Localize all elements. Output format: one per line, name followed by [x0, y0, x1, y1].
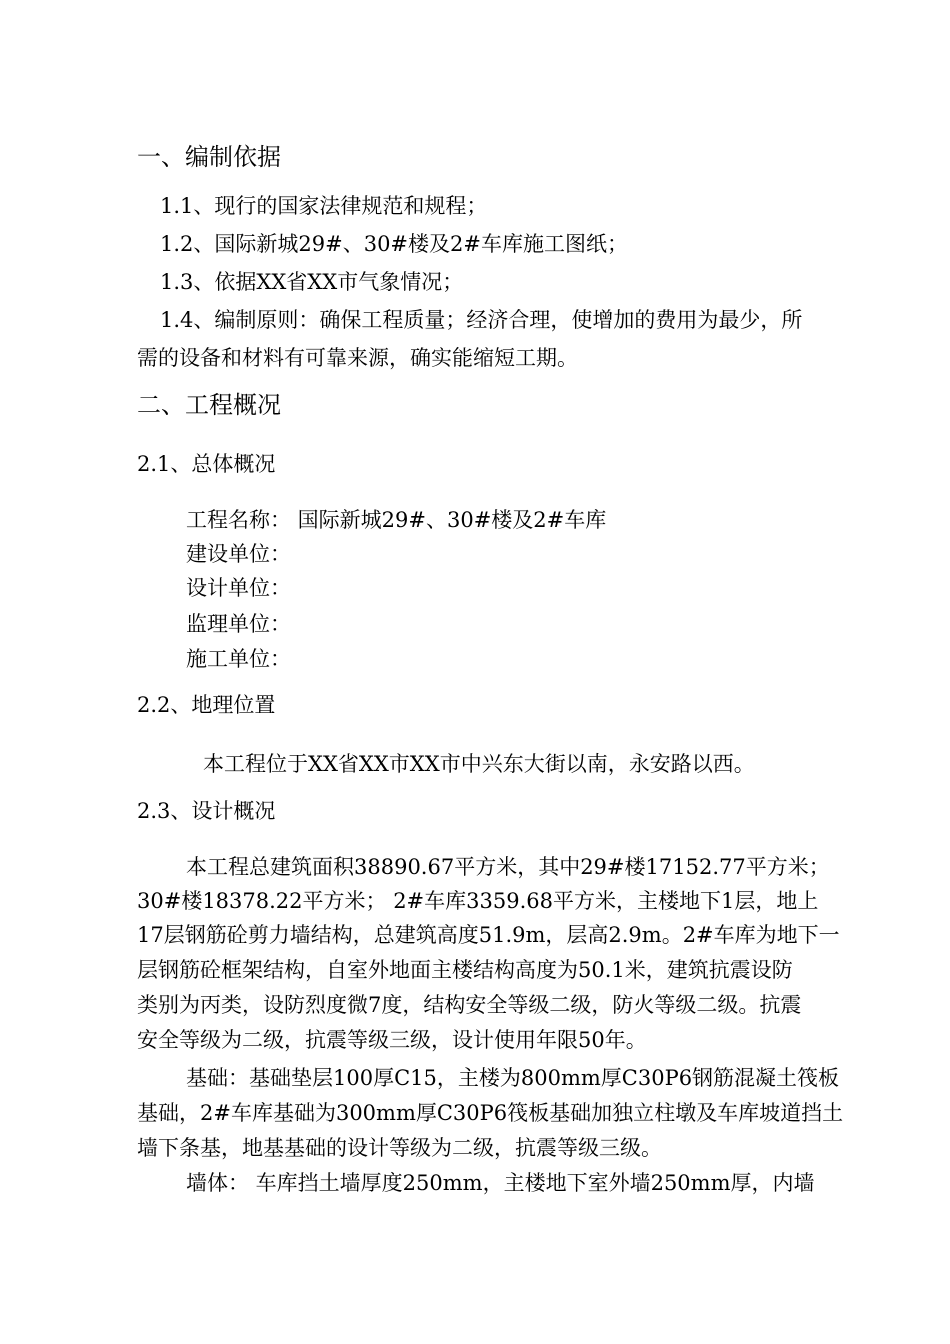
para1-line: 安全等级为二级，抗震等级三级，设计使用年限50年。	[137, 1028, 647, 1052]
field-designer: 设计单位：	[186, 576, 291, 600]
item-1-3: 1.3、依据XX省XX市气象情况；	[160, 270, 464, 294]
field-supervisor: 监理单位：	[186, 612, 291, 636]
subsection-2-2: 2.2、地理位置	[137, 693, 276, 717]
field-builder: 建设单位：	[186, 542, 291, 566]
para1-line: 17层钢筋砼剪力墙结构，总建筑高度51.9m，层高2.9m。2#车库为地下一	[137, 923, 840, 947]
item-1-4-cont: 需的设备和材料有可靠来源，确实能缩短工期。	[137, 346, 578, 370]
item-1-1: 1.1、现行的国家法律规范和规程；	[160, 194, 488, 218]
para1-line: 层钢筋砼框架结构，自室外地面主楼结构高度为50.1米，建筑抗震设防	[137, 958, 793, 982]
item-1-2: 1.2、国际新城29#、30#楼及2#车库施工图纸；	[160, 232, 628, 256]
section-2-title: 二、工程概况	[137, 391, 281, 419]
field-project-name: 工程名称： 国际新城29#、30#楼及2#车库	[186, 508, 607, 532]
para1-line: 30#楼18378.22平方米； 2#车库3359.68平方米，主楼地下1层，地上	[137, 889, 819, 913]
para2-line: 墙下条基，地基基础的设计等级为二级，抗震等级三级。	[137, 1136, 662, 1160]
para2-line: 基础，2#车库基础为300mm厚C30P6筏板基础加独立柱墩及车库坡道挡土	[137, 1101, 844, 1125]
para2-line: 基础：基础垫层100厚C15，主楼为800mm厚C30P6钢筋混凝土筏板	[186, 1066, 840, 1090]
subsection-2-1: 2.1、总体概况	[137, 452, 276, 476]
location-text: 本工程位于XX省XX市XX市中兴东大街以南，永安路以西。	[203, 752, 755, 776]
para3-line: 墙体： 车库挡土墙厚度250mm，主楼地下室外墙250mm厚，内墙	[186, 1171, 815, 1195]
para1-line: 类别为丙类，设防烈度微7度，结构安全等级二级，防火等级二级。抗震	[137, 993, 802, 1017]
subsection-2-3: 2.3、设计概况	[137, 799, 276, 823]
para1-line: 本工程总建筑面积38890.67平方米，其中29#楼17152.77平方米；	[186, 855, 830, 879]
item-1-4: 1.4、编制原则：确保工程质量；经济合理，使增加的费用为最少，所	[160, 308, 803, 332]
section-1-title: 一、编制依据	[137, 143, 281, 171]
field-contractor: 施工单位：	[186, 647, 291, 671]
